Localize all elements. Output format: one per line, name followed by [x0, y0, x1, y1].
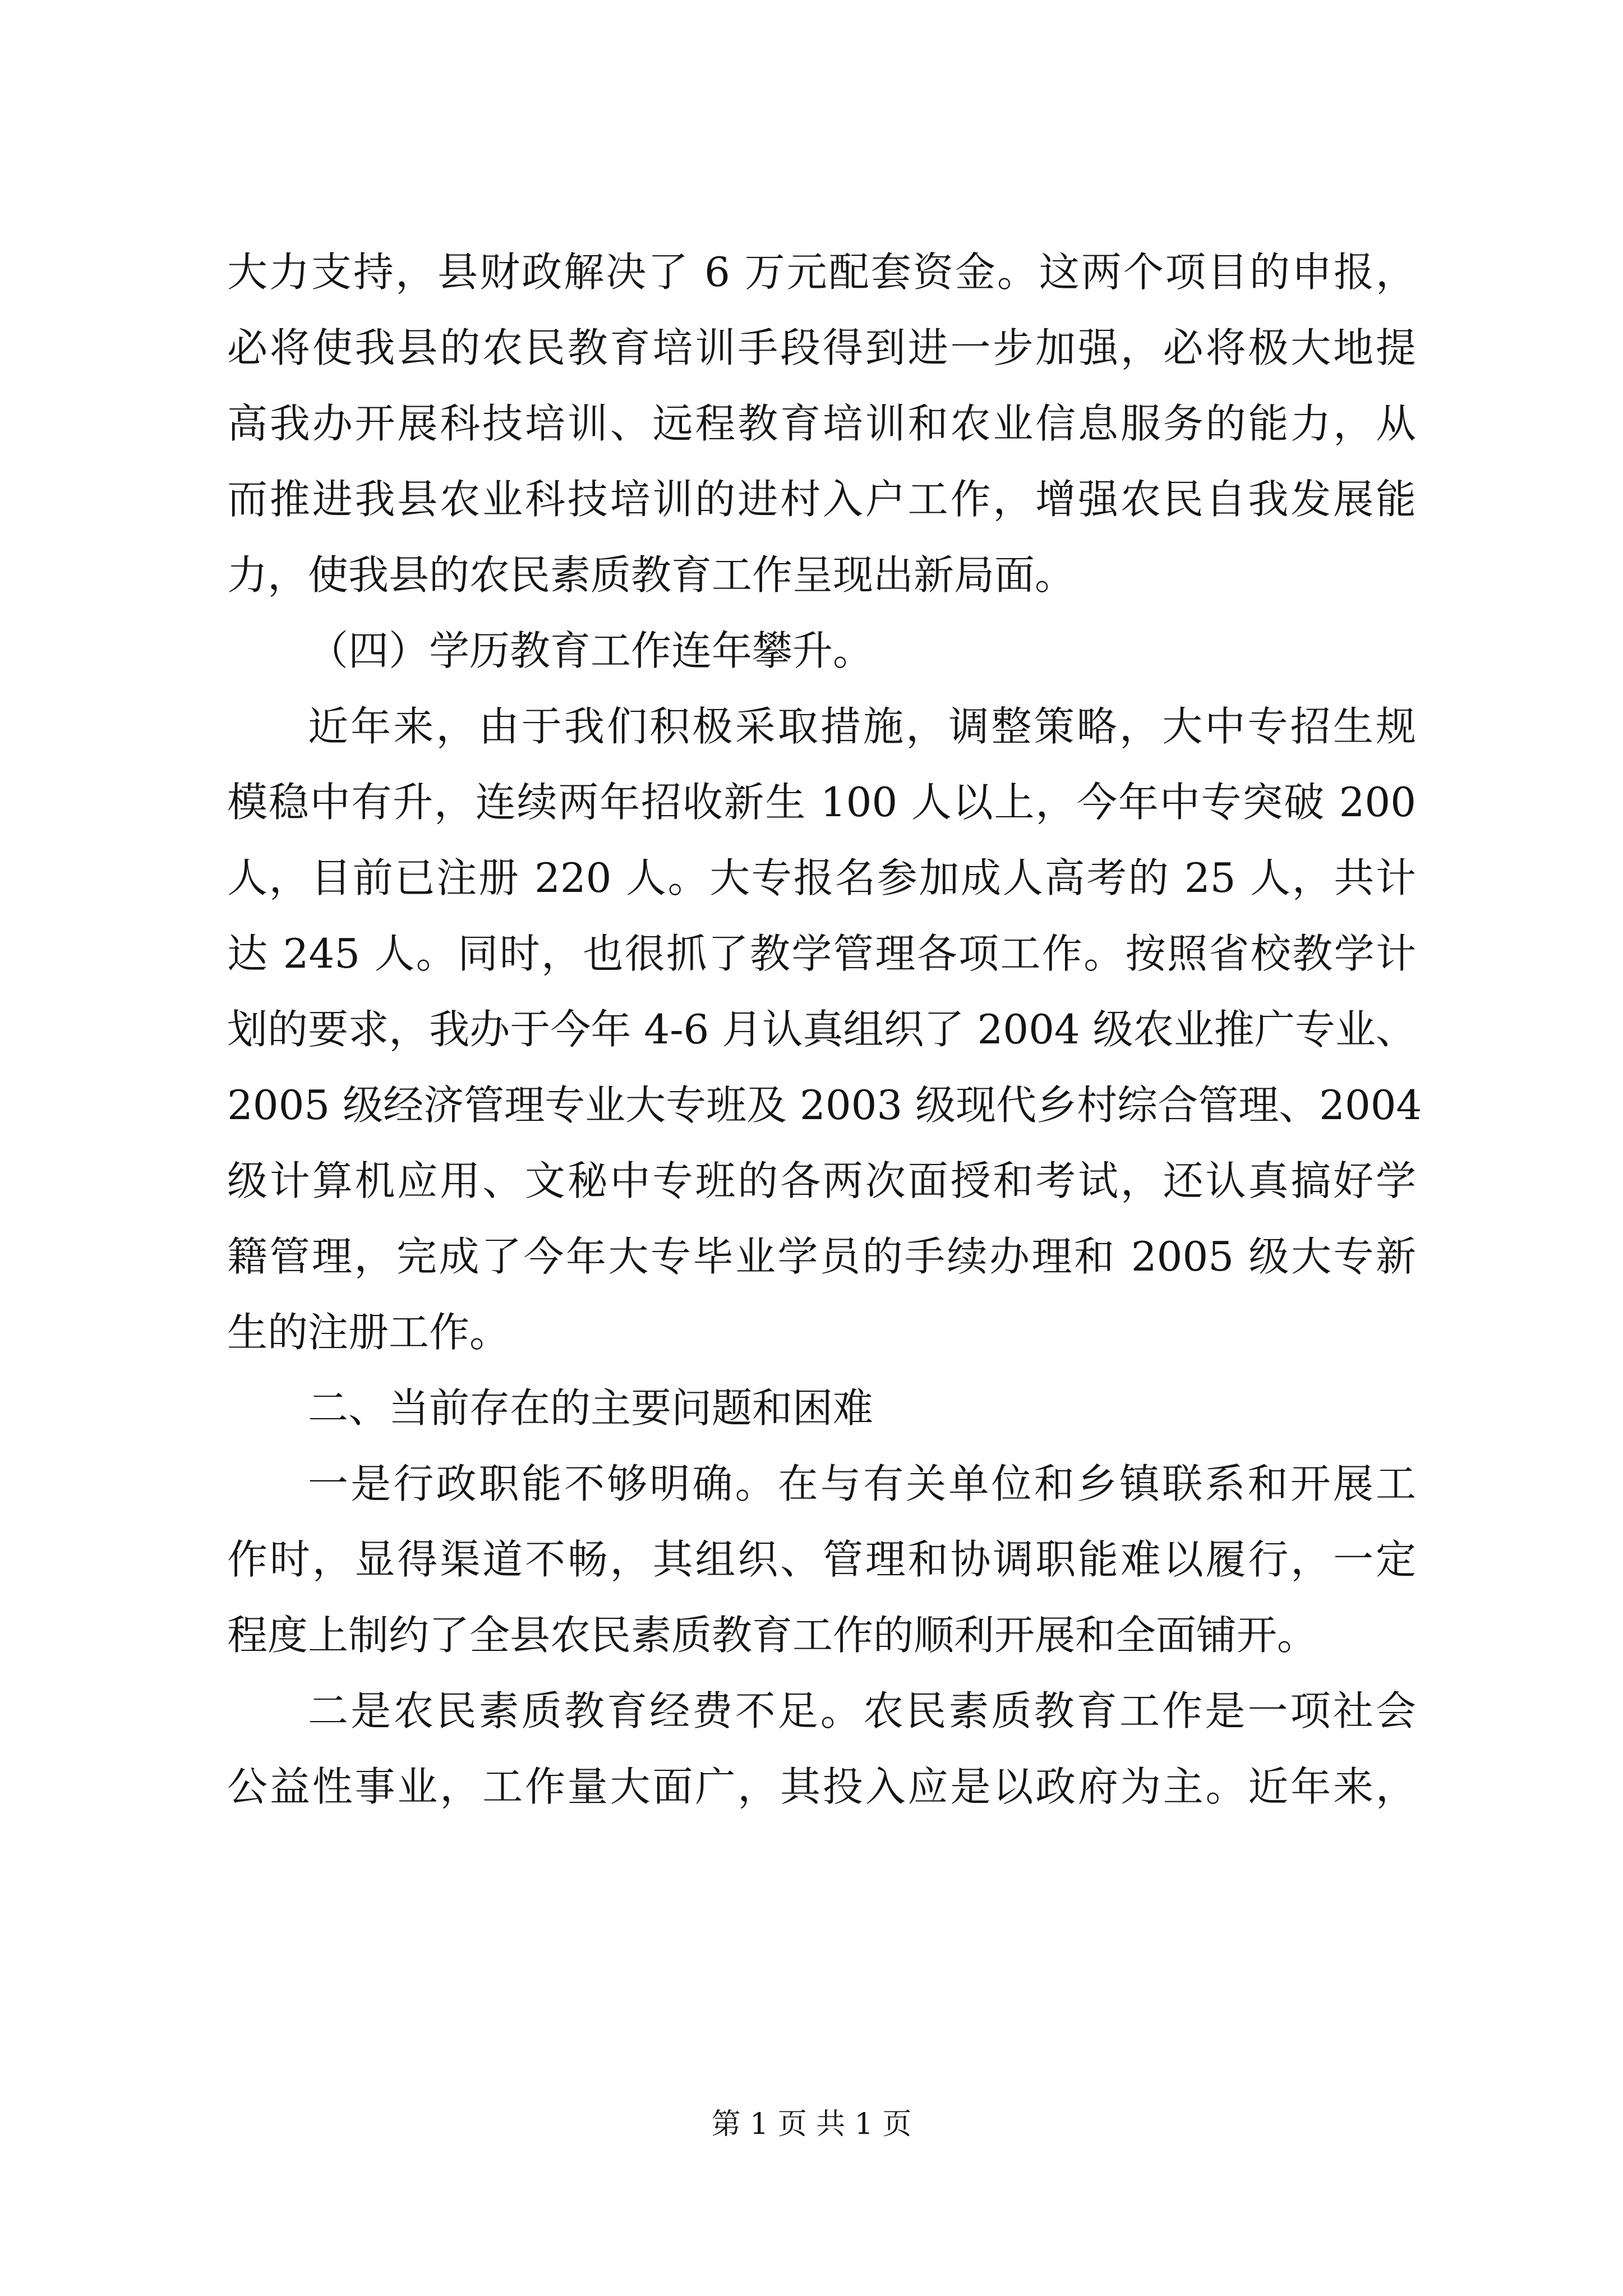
- text-line: 人，目前已注册 220 人。大专报名参加成人高考的 25 人，共计: [227, 854, 1416, 901]
- text-line: 级计算机应用、文秘中专班的各两次面授和考试，还认真搞好学: [227, 1157, 1416, 1204]
- paragraph-first-line: 一是行政职能不够明确。在与有关单位和乡镇联系和开展工: [308, 1460, 1416, 1507]
- text-line: 必将使我县的农民教育培训手段得到进一步加强，必将极大地提: [227, 324, 1416, 371]
- text-line: 划的要求，我办于今年 4-6 月认真组织了 2004 级农业推广专业、: [227, 1006, 1416, 1053]
- text-line: 程度上制约了全县农民素质教育工作的顺利开展和全面铺开。: [227, 1612, 1318, 1659]
- document-body: [227, 234, 1422, 1825]
- text-line: 作时，显得渠道不畅，其组织、管理和协调职能难以履行，一定: [227, 1536, 1416, 1583]
- paragraph-first-line: 二是农民素质教育经费不足。农民素质教育工作是一项社会: [308, 1687, 1416, 1734]
- page-footer: 第 1 页 共 1 页: [711, 2108, 912, 2141]
- text-line: 达 245 人。同时，也很抓了教学管理各项工作。按照省校教学计: [227, 930, 1416, 977]
- text-line: 生的注册工作。: [227, 1309, 510, 1356]
- text-line: 而推进我县农业科技培训的进村入户工作，增强农民自我发展能: [227, 476, 1416, 523]
- paragraph-first-line: 近年来，由于我们积极采取措施，调整策略，大中专招生规: [308, 703, 1416, 750]
- text-line: 力，使我县的农民素质教育工作呈现出新局面。: [227, 551, 1076, 599]
- text-line: 2005 级经济管理专业大专班及 2003 级现代乡村综合管理、2004: [227, 1082, 1422, 1129]
- section-heading: （四）学历教育工作连年攀升。: [308, 627, 874, 674]
- text-line: 高我办开展科技培训、远程教育培训和农业信息服务的能力，从: [227, 400, 1416, 447]
- text-line: 籍管理，完成了今年大专毕业学员的手续办理和 2005 级大专新: [227, 1233, 1416, 1280]
- text-line: 公益性事业，工作量大面广，其投入应是以政府为主。近年来，: [227, 1763, 1416, 1810]
- text-line: 大力支持，县财政解决了 6 万元配套资金。这两个项目的申报，: [227, 249, 1416, 296]
- text-line: 模稳中有升，连续两年招收新生 100 人以上，今年中专突破 200: [227, 779, 1416, 826]
- section-heading: 二、当前存在的主要问题和困难: [308, 1384, 874, 1432]
